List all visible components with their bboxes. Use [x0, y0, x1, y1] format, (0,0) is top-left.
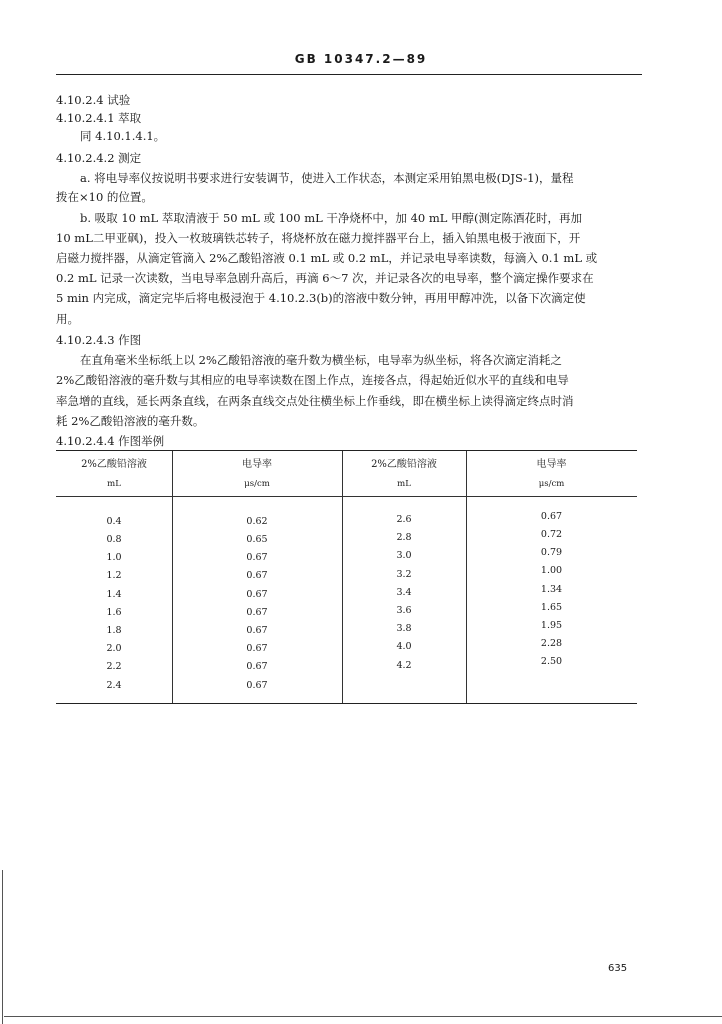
table-cell: 2.28: [540, 638, 563, 649]
table-cell: 2.2: [106, 661, 122, 672]
text-line: a. 将电导率仪按说明书要求进行安装调节，使进入工作状态，本测定采用铂黑电极(DJS-1)，量程: [80, 171, 574, 185]
text-line: 同 4.10.1.4.1。: [80, 129, 166, 143]
table-cell: 0.67: [246, 661, 268, 672]
table-cell: 0.4: [106, 516, 122, 527]
header-conductivity-2: 电导率: [536, 459, 567, 470]
table-cell: 0.67: [540, 511, 563, 522]
page-number: 635: [608, 963, 628, 974]
text-line: 4.10.2.4.4 作图举例: [56, 434, 165, 448]
header-volume-2: 2%乙酸铅溶液: [371, 459, 437, 470]
data-table: [56, 450, 637, 704]
text-line: 10 mL二甲亚砜)，投入一枚玻璃铁芯转子，将烧杯放在磁力搅拌器平台上，插入铂黑电极于液面下，开: [56, 231, 581, 245]
header-conductivity-1: 电导率: [242, 459, 272, 470]
header-volume-1: 2%乙酸铅溶液: [81, 459, 147, 470]
text-line: 拨在×10 的位置。: [56, 190, 153, 204]
text-line: 4.10.2.4.1 萃取: [56, 111, 142, 125]
table-cell: 4.2: [396, 660, 412, 671]
table-cell: 4.0: [396, 641, 412, 652]
table-cell: 0.79: [540, 547, 563, 558]
table-cell: 2.6: [396, 514, 412, 525]
text-line: 4.10.2.4.2 测定: [56, 151, 142, 165]
text-line: 4.10.2.4 试验: [56, 93, 131, 107]
header-volume-unit-1: mL: [107, 479, 121, 489]
table-cell: 2.50: [540, 656, 563, 667]
table-cell: 1.95: [540, 620, 563, 631]
text-line: 耗 2%乙酸铅溶液的毫升数。: [56, 414, 205, 428]
header-conductivity-unit-1: μs/cm: [244, 479, 270, 489]
table-cell: 0.67: [246, 680, 268, 691]
table-cell: 1.00: [540, 565, 563, 576]
scan-edge: [4, 1016, 722, 1017]
table-cell: 3.0: [396, 550, 412, 561]
table-cell: 0.67: [246, 552, 268, 563]
table-cell: 1.34: [540, 584, 563, 595]
text-line: 2%乙酸铅溶液的毫升数与其相应的电导率读数在图上作点，连接各点，得起始近似水平的直线和电导: [56, 373, 569, 387]
text-line: 在直角毫米坐标纸上以 2%乙酸铅溶液的毫升数为横坐标，电导率为纵坐标，将各次滴定消耗之: [80, 353, 562, 367]
table-cell: 3.8: [396, 623, 412, 634]
standard-number: GB 10347.2—89: [294, 52, 428, 66]
table-cell: 0.67: [246, 625, 268, 636]
text-line: 启磁力搅拌器，从滴定管滴入 2%乙酸铅溶液 0.1 mL 或 0.2 mL，并记录电导率读数，每滴入 0.1 mL 或: [56, 251, 598, 265]
text-line: 用。: [56, 312, 79, 326]
header-conductivity-unit-2: μs/cm: [538, 479, 565, 489]
table-cell: 1.65: [540, 602, 563, 613]
table-cell: 1.0: [106, 552, 122, 563]
table-cell: 1.6: [106, 607, 122, 618]
table-cell: 1.4: [106, 589, 122, 600]
table-cell: 0.65: [246, 534, 268, 545]
table-cell: 2.0: [106, 643, 122, 654]
table-cell: 0.8: [106, 534, 122, 545]
text-line: 率急增的直线，延长两条直线，在两条直线交点处往横坐标上作垂线，即在横坐标上读得滴定终点时消: [56, 394, 574, 408]
table-cell: 2.8: [396, 532, 412, 543]
table-cell: 0.62: [246, 516, 268, 527]
table-cell: 3.2: [396, 569, 412, 580]
table-header-rule: [56, 496, 637, 497]
table-cell: 1.2: [106, 570, 122, 581]
table-cell: 0.67: [246, 570, 268, 581]
table-cell: 1.8: [106, 625, 122, 636]
header-rule: [56, 74, 642, 75]
table-cell: 0.72: [540, 529, 563, 540]
header-volume-unit-2: mL: [397, 479, 411, 489]
table-cell: 0.67: [246, 589, 268, 600]
text-line: 5 min 内完成，滴定完毕后将电极浸泡于 4.10.2.3(b)的溶液中数分钟，再用甲醇冲洗，以备下次滴定使: [56, 291, 586, 305]
scan-edge: [2, 870, 3, 1024]
table-cell: 0.67: [246, 643, 268, 654]
text-line: 0.2 mL 记录一次读数，当电导率急剧升高后，再滴 6～7 次，并记录各次的电导率，整个滴定操作要求在: [56, 271, 594, 285]
table-cell: 3.4: [396, 587, 412, 598]
text-line: 4.10.2.4.3 作图: [56, 333, 142, 347]
table-cell: 3.6: [396, 605, 412, 616]
table-cell: 2.4: [106, 680, 122, 691]
table-cell: 0.67: [246, 607, 268, 618]
text-line: b. 吸取 10 mL 萃取清液于 50 mL 或 100 mL 干净烧杯中，加 40 mL 甲醇(测定陈酒花时，再加: [80, 211, 583, 225]
